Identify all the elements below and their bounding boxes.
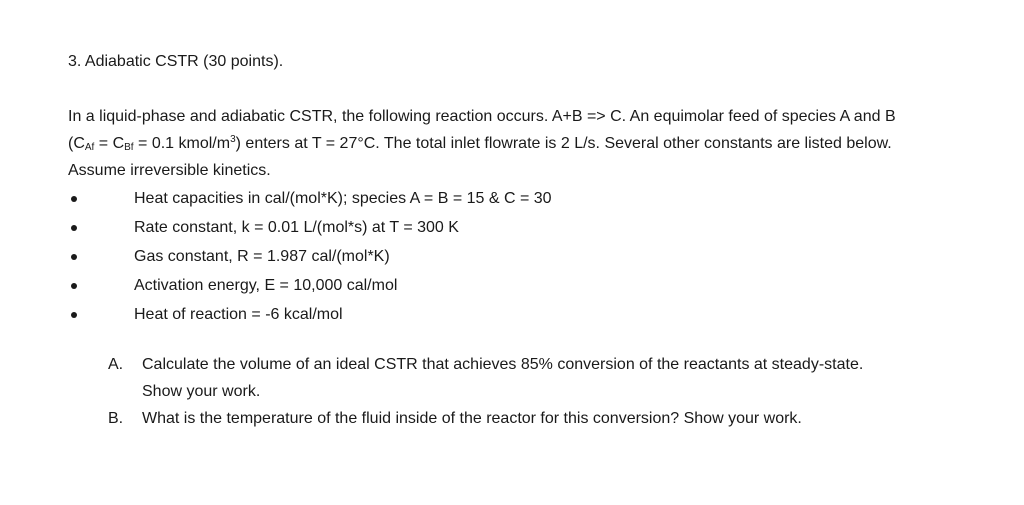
superscript-3: 3 <box>230 134 236 145</box>
question-marker: A. <box>108 356 124 373</box>
constant-text: Heat of reaction = -6 kcal/mol <box>134 306 343 323</box>
question-item <box>68 405 902 432</box>
intro-text-1: In a liquid-phase and adiabatic CSTR, the following reaction occurs. A+B => C. An equimolar feed of species A and B (C <box>68 108 896 152</box>
bullet-icon <box>71 254 77 260</box>
constant-text: Activation energy, E = 10,000 cal/mol <box>134 277 398 294</box>
bullet-icon <box>71 225 77 231</box>
problem-intro <box>68 103 908 184</box>
problem-document <box>68 48 968 432</box>
constant-item <box>68 184 968 213</box>
problem-heading: 3. Adiabatic CSTR (30 points). <box>68 53 284 70</box>
constants-list <box>68 184 968 329</box>
questions-list <box>68 351 968 432</box>
question-item <box>68 351 902 405</box>
intro-text-2: = 0.1 kmol/m <box>133 135 231 152</box>
question-marker: B. <box>108 410 124 427</box>
intro-text-eq: = C <box>94 135 125 152</box>
constant-text: Rate constant, k = 0.01 L/(mol*s) at T = 300 K <box>134 219 459 236</box>
constant-item <box>68 242 968 271</box>
subscript-bf: Bf <box>124 142 134 153</box>
constant-text: Gas constant, R = 1.987 cal/(mol*K) <box>134 248 390 265</box>
bullet-icon <box>71 283 77 289</box>
subscript-af: Af <box>84 142 95 153</box>
intro-paragraph <box>68 103 908 184</box>
constant-item <box>68 271 968 300</box>
constant-text: Heat capacities in cal/(mol*K); species A = B = 15 & C = 30 <box>134 190 552 207</box>
constant-item <box>68 213 968 242</box>
intro-text-3: ) enters at T = 27°C. The total inlet flowrate is 2 L/s. Several other constants are listed below. Assume irreversible kinetics. <box>68 135 892 179</box>
question-text: What is the temperature of the fluid inside of the reactor for this conversion? Show your work. <box>142 410 802 427</box>
bullet-icon <box>71 196 77 202</box>
constant-item <box>68 300 968 329</box>
bullet-icon <box>71 312 77 318</box>
question-text: Calculate the volume of an ideal CSTR that achieves 85% conversion of the reactants at steady-state. Show your work. <box>142 356 864 400</box>
